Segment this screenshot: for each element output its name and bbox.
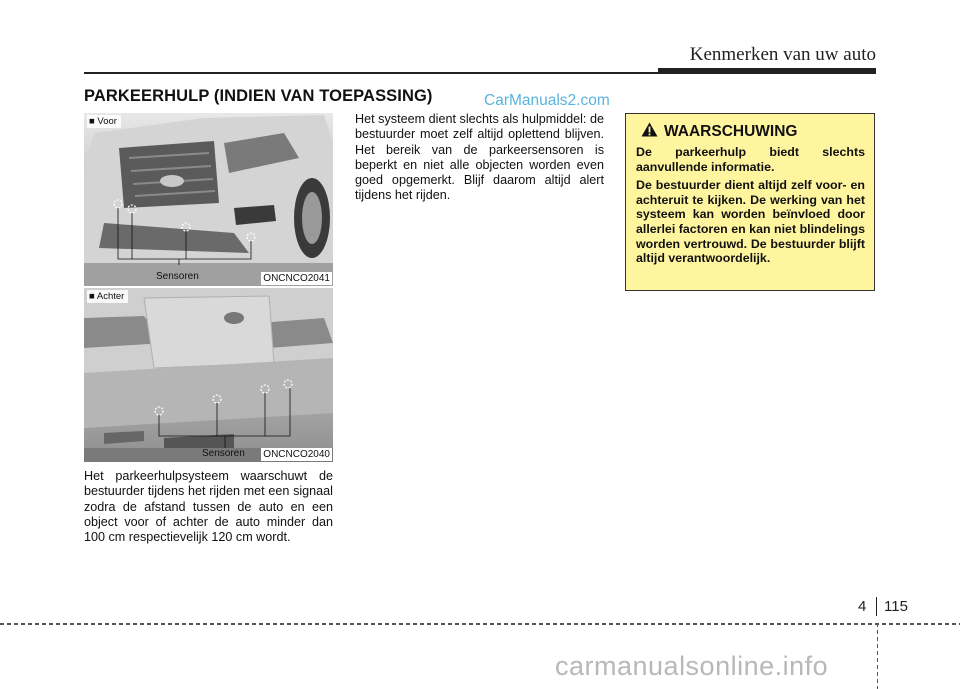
warning-paragraph: De parkeerhulp biedt slechts aanvullende informatie. <box>636 145 865 174</box>
warning-title: WAARSCHUWING <box>664 123 798 140</box>
footer-rule <box>0 623 960 625</box>
warning-paragraph: De bestuurder dient altijd zelf voor- en achteruit te kijken. De werking van het systeem kan worden beïnvloed door allerlei factoren en kan niet blindelings worden vertrouwd. De bestuurder blijft altijd verantwoordelijk. <box>636 178 865 266</box>
header-rule <box>84 72 658 74</box>
section-title: PARKEERHULP (INDIEN VAN TOEPASSING) <box>84 87 433 105</box>
front-figure-code: ONCNCO2041 <box>263 273 330 284</box>
page-number: 115 <box>884 598 908 615</box>
rear-sensor-photo <box>84 288 333 462</box>
footer-vertical-rule <box>877 623 878 689</box>
intro-paragraph: Het parkeerhulpsysteem waarschuwt de bestuurder tijdens het rijden met een signaal zodra de afstand tussen de auto en een object voor of achter de auto minder dan 100 cm respectievelijk 120 cm wordt. <box>84 469 333 545</box>
header-rule-accent <box>658 68 876 74</box>
page-number-divider <box>876 597 877 616</box>
caution-paragraph: Het systeem dient slechts als hulpmiddel: de bestuurder moet zelf altijd oplettend blijven. Het bereik van de parkeersensoren is beperkt en niet alle objecten worden even goed opgemerkt. Blijf daarom altijd alert tijdens het rijden. <box>355 112 604 203</box>
warning-box <box>625 113 875 291</box>
warning-triangle-icon <box>641 122 658 142</box>
front-figure-label: ■ Voor <box>87 115 121 128</box>
warning-heading <box>641 122 865 142</box>
running-header: Kenmerken van uw auto <box>689 44 876 65</box>
rear-sensor-label: Sensoren <box>202 448 245 459</box>
watermark-bottom[interactable]: carmanualsonline.info <box>555 651 829 681</box>
watermark-top[interactable]: CarManuals2.com <box>484 92 610 109</box>
rear-figure-label: ■ Achter <box>87 290 128 303</box>
front-sensor-label: Sensoren <box>156 271 199 282</box>
chapter-number: 4 <box>858 598 867 615</box>
front-sensor-photo <box>84 113 333 286</box>
rear-figure-code: ONCNCO2040 <box>263 449 330 460</box>
